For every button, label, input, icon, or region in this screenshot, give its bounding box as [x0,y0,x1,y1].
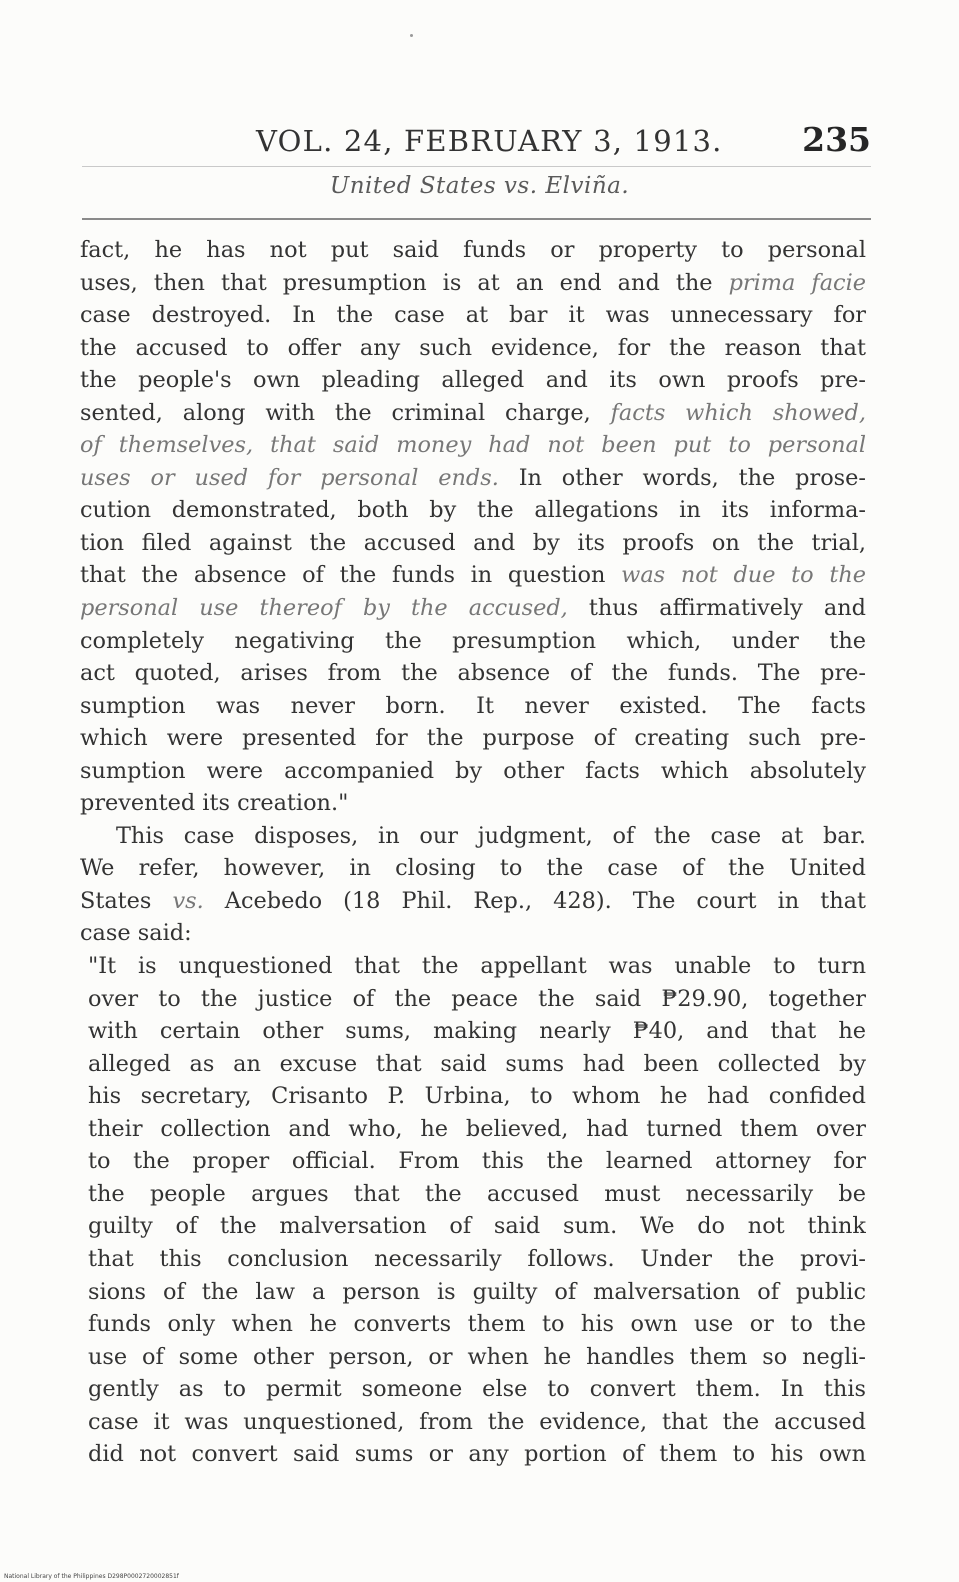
text-segment: the people argues that the accused must necessarily be [88,1180,866,1207]
text-segment: did not convert said sums or any portion of them to his own [88,1441,866,1468]
text-segment: his secretary, Crisanto P. Urbina, to whom he had confided [88,1083,866,1110]
text-line [80,755,866,788]
text-segment: prevented its creation." [80,790,349,817]
text-segment: alleged as an excuse that said sums had been collected by [88,1050,866,1077]
text-line [80,1048,866,1081]
text-line [80,885,866,918]
text-segment: sumption were accompanied by other facts which absolutely [80,757,866,784]
text-segment: case destroyed. In the case at bar it was unnecessary for [80,302,866,329]
italic-segment: vs. [172,887,204,914]
text-line [80,625,866,658]
text-segment: In other words, the prose- [498,464,866,491]
text-segment: sions of the law a person is guilty of malversation of public [88,1278,866,1305]
text-segment: uses, then that presumption is at an end and the [80,269,729,296]
text-line [80,559,866,592]
text-segment: act quoted, arises from the absence of the funds. The pre- [80,660,866,687]
text-segment: case it was unquestioned, from the evidence, that the accused [88,1408,866,1435]
italic-segment: personal use thereof by the accused, [80,595,568,622]
text-segment: sented, along with the criminal charge, [80,399,611,426]
text-segment: States [80,887,173,914]
text-segment: case said: [80,920,192,947]
text-line [80,332,866,365]
italic-segment: prima facie [728,269,866,296]
text-segment: that the absence of the funds in question [80,562,622,589]
text-line [80,364,866,397]
body-text [80,234,866,1471]
text-line [80,462,866,495]
text-segment: which were presented for the purpose of creating such pre- [80,725,866,752]
text-line [80,494,866,527]
text-line [80,1438,866,1471]
text-line [80,1210,866,1243]
case-title: United States vs. Elviña. [329,173,630,199]
text-segment: fact, he has not put said funds or property to personal [80,237,866,263]
text-line [80,1145,866,1178]
text-segment: guilty of the malversation of said sum. We do not think [88,1213,866,1240]
volume-date-heading: VOL. 24, FEBRUARY 3, 1913. [256,124,723,158]
page-number: 235 [802,120,871,159]
text-line [80,1373,866,1406]
text-line [80,1243,866,1276]
italic-segment: facts which showed, [610,399,866,426]
text-line [80,787,866,820]
text-line [80,722,866,755]
text-line [80,1113,866,1146]
italic-segment: of themselves, that said money had not been put to personal [80,432,866,459]
text-segment: thus affirmatively and [567,595,866,622]
text-segment: funds only when he converts them to his own use or to the [88,1311,866,1338]
header-rule-top [82,166,871,167]
text-line [80,1015,866,1048]
paragraph-acebedo-quotation [80,950,866,1471]
text-line [80,852,866,885]
scan-footer-note: National Library of the Philippines D298P0002720002851f [4,1573,179,1580]
text-segment: with certain other sums, making nearly ₱40, and that he [88,1018,866,1045]
text-line [80,983,866,1016]
text-line [80,267,866,300]
text-segment: gently as to permit someone else to convert them. In this [88,1376,866,1403]
paragraph-court-commentary [80,820,866,950]
text-line [80,950,866,983]
text-line [80,690,866,723]
text-line [80,1178,866,1211]
text-line [80,1276,866,1309]
italic-segment: was not due to the [621,562,866,589]
text-segment: use of some other person, or when he handles them so negli- [88,1343,866,1370]
text-line [80,592,866,625]
text-line [80,657,866,690]
text-segment: sumption was never born. It never existed. The facts [80,692,866,719]
text-line [80,1080,866,1113]
text-line [80,917,866,950]
text-line [80,820,866,853]
text-line [80,1308,866,1341]
italic-segment: uses or used for personal ends. [80,464,499,491]
text-segment: their collection and who, he believed, had turned them over [88,1115,866,1142]
text-segment: the accused to offer any such evidence, for the reason that [80,334,866,361]
text-segment: We refer, however, in closing to the case of the United [80,855,866,882]
text-line [80,234,866,267]
text-segment: cution demonstrated, both by the allegations in its informa- [80,497,866,524]
text-line [80,1341,866,1374]
paragraph-quoted-continuation [80,234,866,820]
running-head [82,120,871,160]
text-line [80,429,866,462]
text-segment: over to the justice of the peace the said ₱29.90, together [88,985,866,1012]
text-segment: the people's own pleading alleged and its own proofs pre- [80,367,866,394]
text-segment: completely negativing the presumption which, under the [80,627,866,654]
text-segment: that this conclusion necessarily follows. Under the provi- [88,1245,866,1272]
text-line [80,397,866,430]
text-segment: Acebedo (18 Phil. Rep., 428). The court in that [203,887,866,914]
text-segment: "It is unquestioned that the appellant was unable to turn [88,953,866,980]
text-line [80,299,866,332]
text-segment: This case disposes, in our judgment, of the case at bar. [116,822,866,849]
text-line [80,1406,866,1439]
text-segment: to the proper official. From this the learned attorney for [88,1148,866,1175]
text-segment: tion filed against the accused and by its proofs on the trial, [80,529,866,556]
scan-speck [410,34,413,37]
text-line [80,527,866,560]
header-rule-bottom [82,218,871,220]
